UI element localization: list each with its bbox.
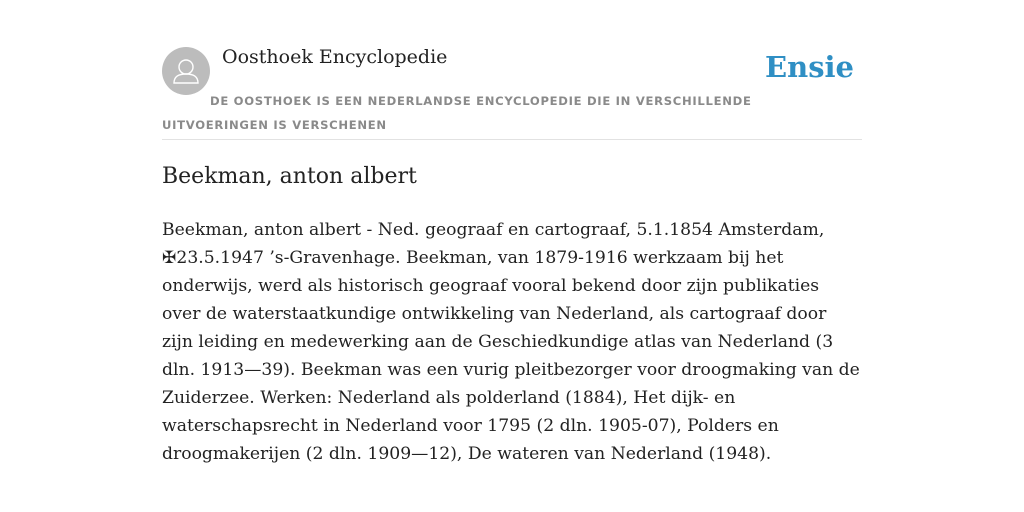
user-icon: [162, 47, 210, 95]
source-title[interactable]: Oosthoek Encyclopedie: [222, 46, 448, 68]
source-tagline: DE OOSTHOEK IS EEN NEDERLANDSE ENCYCLOPEDIE DIE IN VERSCHILLENDE UITVOERINGEN IS VERSCHENEN: [162, 94, 752, 132]
entry-body: Beekman, anton albert - Ned. geograaf en cartograaf, 5.1.1854 Amsterdam, ✠23.5.1947 ’s-Gravenhage. Beekman, van 1879-1916 werkzaam bij het onderwijs, werd als historisch geograaf vooral bekend door zijn publikaties over de waterstaatkundige ontwikkeling van Nederland, als cartograaf door zijn leiding en medewerking aan de Geschiedkundige atlas van Nederland (3 dln. 1913—39). Beekman was een vurig pleitbezorger voor droogmaking van de Zuiderzee. Werken: Nederland als polderland (1884), Het dijk- en waterschapsrecht in Nederland voor 1795 (2 dln. 1905-07), Polders en droogmakerijen (2 dln. 1909—12), De wateren van Nederland (1948).: [162, 220, 860, 464]
brand-logo[interactable]: Ensie: [765, 50, 854, 84]
header-divider: [162, 139, 862, 140]
source-avatar[interactable]: [162, 47, 210, 95]
entry-title: Beekman, anton albert: [162, 164, 417, 189]
